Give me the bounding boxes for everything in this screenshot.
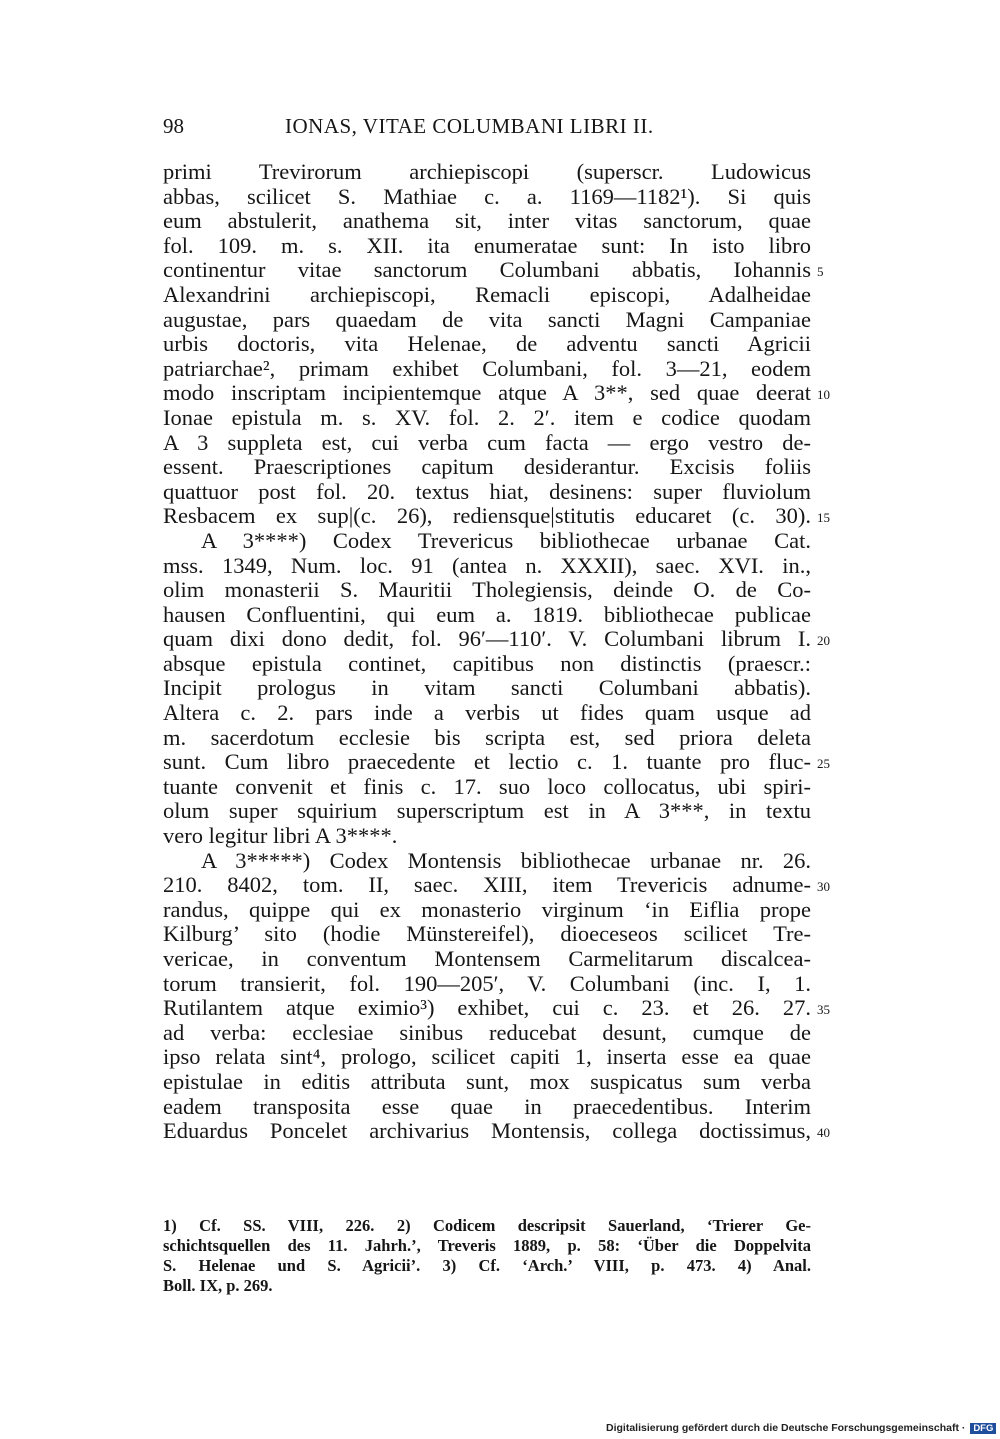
text-line <box>163 234 811 259</box>
line-text: Altera c. 2. pars inde a verbis ut fides quam usque ad <box>163 700 811 726</box>
text-line <box>163 603 811 628</box>
line-text: Kilburg’ sito (hodie Münstereifel), dioeceseos scilicet Tre- <box>163 921 811 947</box>
text-line <box>163 357 811 382</box>
text-line <box>163 503 830 529</box>
text-line <box>163 799 811 824</box>
running-title: IONAS, VITAE COLUMBANI LIBRI II. <box>285 114 654 138</box>
text-line <box>163 824 811 849</box>
page-header <box>163 114 863 146</box>
text-line <box>163 995 830 1021</box>
footnote-text: Boll. IX, p. 269. <box>163 1276 273 1295</box>
line-text: abbas, scilicet S. Mathiae c. a. 1169—1182¹). Si quis <box>163 183 811 209</box>
text-line <box>163 849 811 874</box>
line-text: Alexandrini archiepiscopi, Remacli episcopi, Adalheidae <box>163 281 811 307</box>
text-line <box>163 749 830 775</box>
text-line <box>163 652 811 677</box>
line-text: ad verba: ecclesiae sinibus reducebat desunt, cumque de <box>163 1019 811 1045</box>
line-text: vericae, in conventum Montensem Carmelitarum discalcea- <box>163 946 811 971</box>
text-line <box>163 1118 830 1144</box>
line-number: 35 <box>817 1002 830 1018</box>
text-line <box>163 676 811 701</box>
footnote-text: 1) Cf. SS. VIII, 226. 2) Codicem descripsit Sauerland, ‘Trierer Ge- <box>163 1216 811 1235</box>
text-line <box>163 701 811 726</box>
footnote-line <box>163 1216 811 1236</box>
text-line <box>163 1021 811 1046</box>
line-text: A 3*****) Codex Montensis bibliothecae urbanae nr. 26. <box>201 847 811 873</box>
text-line <box>163 160 811 185</box>
line-text: Rutilantem atque eximio³) exhibet, cui c. 23. et 26. 27. <box>163 995 811 1021</box>
line-text: A 3 suppleta est, cui verba cum facta — ergo vestro de- <box>163 429 811 455</box>
line-number: 5 <box>817 264 824 280</box>
footnote-line <box>163 1236 811 1256</box>
line-text: randus, quippe qui ex monasterio virginum ‘in Eiflia prope <box>163 896 811 922</box>
footnote-line <box>163 1276 811 1296</box>
footnote-line <box>163 1256 811 1276</box>
text-line <box>163 898 811 923</box>
dfg-logo: DFG <box>970 1423 996 1434</box>
text-line <box>163 1070 811 1095</box>
footnote-text: schichtsquellen des 11. Jahrh.’, Treveris 1889, p. 58: ‘Über die Doppelvita <box>163 1236 811 1255</box>
line-text: mss. 1349, Num. loc. 91 (antea n. XXXII), saec. XVI. in., <box>163 552 811 578</box>
text-line <box>163 554 811 579</box>
text-line <box>163 380 830 406</box>
text-line <box>163 1045 811 1070</box>
text-line <box>163 209 811 234</box>
text-line <box>163 185 811 210</box>
page-number: 98 <box>163 114 184 138</box>
text-line <box>163 1095 811 1120</box>
line-text: tuante convenit et finis c. 17. suo loco collocatus, ubi spiri- <box>163 773 811 799</box>
line-text: vero legitur libri A 3****. <box>163 823 398 849</box>
line-text: olum super squirium superscriptum est in A 3***, in textu <box>163 798 811 824</box>
line-text: quattuor post fol. 20. textus hiat, desinens: super fluviolum <box>163 478 811 504</box>
line-number: 20 <box>817 633 830 649</box>
line-number: 15 <box>817 510 830 526</box>
text-line <box>163 726 811 751</box>
text-line <box>163 922 811 947</box>
line-text: augustae, pars quaedam de vita sancti Magni Campaniae <box>163 306 811 332</box>
text-line <box>163 332 811 357</box>
text-line <box>163 972 811 997</box>
text-line <box>163 283 811 308</box>
line-text: hausen Confluentini, qui eum a. 1819. bibliothecae publicae <box>163 601 811 627</box>
footnotes <box>163 1216 811 1296</box>
text-line <box>163 431 811 456</box>
line-text: absque epistula continet, capitibus non distinctis (praescr.: <box>163 650 811 676</box>
line-text: continentur vitae sanctorum Columbani abbatis, Iohannis <box>163 257 811 283</box>
line-text: 210. 8402, tom. II, saec. XIII, item Trevericis adnume- <box>163 872 811 898</box>
footnote-text: S. Helenae und S. Agricii’. 3) Cf. ‘Arch.’ VIII, p. 473. 4) Anal. <box>163 1256 811 1275</box>
line-number: 30 <box>817 879 830 895</box>
line-text: quam dixi dono dedit, fol. 96′—110′. V. Columbani librum I. <box>163 626 811 652</box>
line-text: A 3****) Codex Trevericus bibliothecae urbanae Cat. <box>201 527 811 553</box>
line-text: ipso relata sint⁴, prologo, scilicet capiti 1, inserta esse ea quae <box>163 1044 811 1070</box>
text-line <box>163 626 830 652</box>
line-text: Resbacem ex sup|(c. 26), rediensque|stitutis educaret (c. 30). <box>163 503 811 529</box>
text-line <box>163 257 824 283</box>
line-text: eum abstulerit, anathema sit, inter vitas sanctorum, quae <box>163 208 811 234</box>
text-line <box>163 308 811 333</box>
line-text: essent. Praescriptiones capitum desiderantur. Excisis foliis <box>163 454 811 480</box>
text-line <box>163 480 811 505</box>
text-line <box>163 775 811 800</box>
text-line <box>163 872 830 898</box>
line-text: torum transierit, fol. 190—205′, V. Columbani (inc. I, 1. <box>163 970 811 996</box>
line-number: 10 <box>817 387 830 403</box>
line-text: Ionae epistula m. s. XV. fol. 2. 2′. item e codice quodam <box>163 404 811 430</box>
text-line <box>163 406 811 431</box>
line-text: patriarchae², primam exhibet Columbani, fol. 3—21, eodem <box>163 355 811 381</box>
body-text <box>163 159 830 1144</box>
line-text: m. sacerdotum ecclesie bis scripta est, sed priora deleta <box>163 724 811 750</box>
line-text: sunt. Cum libro praecedente et lectio c. 1. tuante pro fluc- <box>163 749 811 775</box>
line-number: 25 <box>817 756 830 772</box>
line-text: olim monasterii S. Mauritii Tholegiensis, deinde O. de Co- <box>163 577 811 603</box>
text-line <box>163 947 811 972</box>
line-number: 40 <box>817 1125 830 1141</box>
line-text: fol. 109. m. s. XII. ita enumeratae sunt: In isto libro <box>163 232 811 258</box>
text-line <box>163 529 811 554</box>
line-text: Eduardus Poncelet archivarius Montensis, collega doctissimus, <box>163 1118 811 1144</box>
line-text: primi Trevirorum archiepiscopi (superscr. Ludowicus <box>163 159 811 184</box>
line-text: Incipit prologus in vitam sancti Columbani abbatis). <box>163 675 811 701</box>
line-text: epistulae in editis attributa sunt, mox suspicatus sum verba <box>163 1068 811 1094</box>
digitization-credit <box>606 1422 996 1434</box>
text-line <box>163 578 811 603</box>
text-line <box>163 455 811 480</box>
line-text: modo inscriptam incipientemque atque A 3**, sed quae deerat <box>163 380 811 406</box>
line-text: urbis doctoris, vita Helenae, de adventu sancti Agricii <box>163 331 811 357</box>
line-text: eadem transposita esse quae in praecedentibus. Interim <box>163 1093 811 1119</box>
credit-text: Digitalisierung gefördert durch die Deutsche Forschungsgemeinschaft · <box>606 1422 966 1434</box>
